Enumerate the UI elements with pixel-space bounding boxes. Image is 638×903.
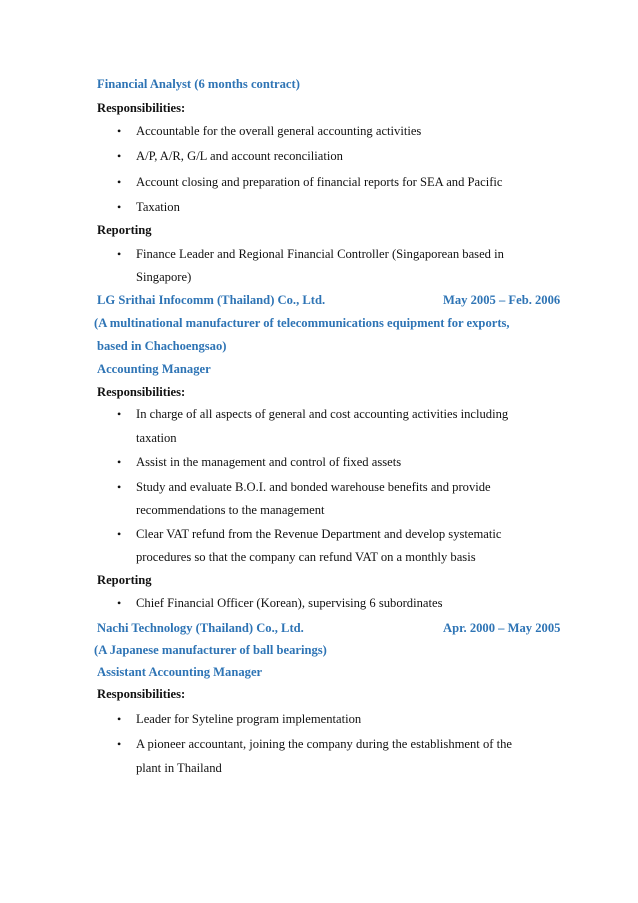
- employment-dates: May 2005 – Feb. 2006: [443, 293, 561, 307]
- list-item: Leader for Syteline program implementation: [136, 712, 362, 726]
- bullet-icon: •: [117, 712, 122, 726]
- company-description: (A multinational manufacturer of telecommunications equipment for exports,: [94, 316, 510, 330]
- responsibilities-heading: Responsibilities:: [97, 687, 186, 701]
- bullet-icon: •: [117, 407, 122, 421]
- list-item-continuation: Singapore): [136, 270, 192, 284]
- list-item: Accountable for the overall general accounting activities: [136, 124, 422, 138]
- bullet-icon: •: [117, 124, 122, 138]
- list-item: Assist in the management and control of fixed assets: [136, 455, 402, 469]
- bullet-icon: •: [117, 247, 122, 261]
- bullet-icon: •: [117, 175, 122, 189]
- company-description: based in Chachoengsao): [97, 339, 227, 353]
- bullet-icon: •: [117, 200, 122, 214]
- job-title: Financial Analyst (6 months contract): [97, 77, 300, 91]
- list-item: A pioneer accountant, joining the company during the establishment of the: [136, 737, 512, 751]
- bullet-icon: •: [117, 737, 122, 751]
- list-item: Study and evaluate B.O.I. and bonded warehouse benefits and provide: [136, 480, 491, 494]
- reporting-heading: Reporting: [97, 223, 152, 237]
- job-title: Assistant Accounting Manager: [97, 665, 263, 679]
- list-item: Clear VAT refund from the Revenue Department and develop systematic: [136, 527, 502, 541]
- bullet-icon: •: [117, 480, 122, 494]
- list-item-continuation: taxation: [136, 431, 177, 445]
- list-item: Account closing and preparation of financial reports for SEA and Pacific: [136, 175, 503, 189]
- list-item: A/P, A/R, G/L and account reconciliation: [136, 149, 343, 163]
- company-description: (A Japanese manufacturer of ball bearings): [94, 643, 327, 657]
- list-item-continuation: recommendations to the management: [136, 503, 325, 517]
- bullet-icon: •: [117, 149, 122, 163]
- list-item-continuation: plant in Thailand: [136, 761, 222, 775]
- bullet-icon: •: [117, 455, 122, 469]
- list-item-continuation: procedures so that the company can refund VAT on a monthly basis: [136, 550, 476, 564]
- responsibilities-heading: Responsibilities:: [97, 385, 186, 399]
- job-title: Accounting Manager: [97, 362, 211, 376]
- reporting-heading: Reporting: [97, 573, 152, 587]
- company-name: LG Srithai Infocomm (Thailand) Co., Ltd.: [97, 293, 326, 307]
- responsibilities-heading: Responsibilities:: [97, 101, 186, 115]
- employment-dates: Apr. 2000 – May 2005: [443, 621, 561, 635]
- list-item: Finance Leader and Regional Financial Controller (Singaporean based in: [136, 247, 504, 261]
- list-item: Taxation: [136, 200, 180, 214]
- list-item: In charge of all aspects of general and cost accounting activities including: [136, 407, 509, 421]
- list-item: Chief Financial Officer (Korean), supervising 6 subordinates: [136, 596, 443, 610]
- bullet-icon: •: [117, 527, 122, 541]
- company-name: Nachi Technology (Thailand) Co., Ltd.: [97, 621, 304, 635]
- bullet-icon: •: [117, 596, 122, 610]
